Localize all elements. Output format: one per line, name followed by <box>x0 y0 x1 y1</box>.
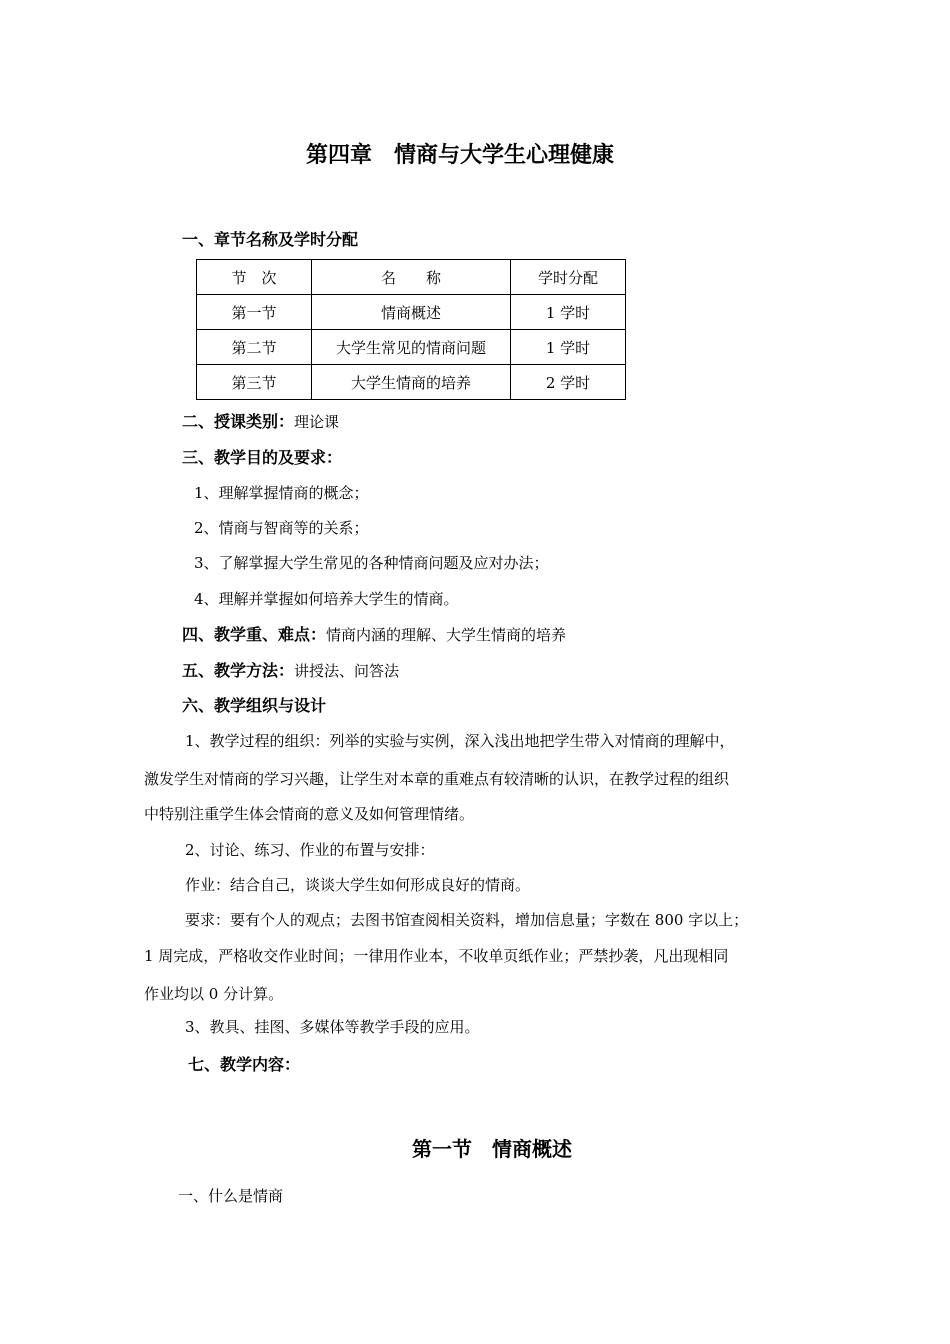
requirement-line: 作业均以 0 分计算。 <box>144 985 284 1003</box>
section-4 <box>182 622 566 645</box>
subheading: 一、什么是情商 <box>178 1187 284 1205</box>
section-heading-2: 二、授课类别： <box>182 412 295 431</box>
schedule-table <box>196 259 626 400</box>
table-header-cell: 节 次 <box>197 260 312 295</box>
section-heading-4: 四、教学重、难点： <box>182 625 327 644</box>
section-heading-7: 七、教学内容： <box>188 1055 301 1074</box>
section-heading-3: 三、教学目的及要求： <box>182 448 343 467</box>
table-row <box>197 365 626 400</box>
paragraph-line: 1、教学过程的组织：列举的实验与实例，深入浅出地把学生带入对情商的理解中， <box>185 732 735 750</box>
teaching-methods: 讲授法、问答法 <box>294 662 400 680</box>
paragraph-line: 3、教具、挂图、多媒体等教学手段的应用。 <box>185 1018 480 1036</box>
table-row <box>197 295 626 330</box>
requirement-line: 要求：要有个人的观点；去图书馆查阅相关资料，增加信息量；字数在 800 字以上； <box>185 911 749 929</box>
table-cell: 1 学时 <box>511 295 626 330</box>
table-cell: 第一节 <box>197 295 312 330</box>
table-row <box>197 330 626 365</box>
section-2 <box>182 409 339 432</box>
section-title: 第一节 情商概述 <box>412 1137 572 1161</box>
table-cell: 情商概述 <box>312 295 511 330</box>
section-heading-5: 五、教学方法： <box>182 661 295 680</box>
course-type: 理论课 <box>294 413 340 431</box>
requirement-line: 1 周完成，严格收交作业时间；一律用作业本，不收单页纸作业；严禁抄袭，凡出现相同 <box>144 947 729 965</box>
table-cell: 2 学时 <box>511 365 626 400</box>
objective-item: 1、理解掌握情商的概念； <box>194 484 369 502</box>
table-cell: 1 学时 <box>511 330 626 365</box>
section-5 <box>182 658 399 681</box>
objective-item: 2、情商与智商等的关系； <box>194 519 369 537</box>
key-points: 情商内涵的理解、大学生情商的培养 <box>326 626 567 644</box>
table-cell: 大学生常见的情商问题 <box>312 330 511 365</box>
chapter-title: 第四章 情商与大学生心理健康 <box>306 143 615 168</box>
paragraph-line: 中特别注重学生体会情商的意义及如何管理情绪。 <box>144 805 475 823</box>
table-header-cell: 名 称 <box>312 260 511 295</box>
paragraph-line: 2、讨论、练习、作业的布置与安排： <box>185 841 435 859</box>
paragraph-line: 激发学生对情商的学习兴趣，让学生对本章的重难点有较清晰的认识，在教学过程的组织 <box>144 770 730 788</box>
section-heading-1: 一、章节名称及学时分配 <box>182 230 359 249</box>
table-cell: 大学生情商的培养 <box>312 365 511 400</box>
table-cell: 第三节 <box>197 365 312 400</box>
table-header-row <box>197 260 626 295</box>
table-header-cell: 学时分配 <box>511 260 626 295</box>
objective-item: 3、了解掌握大学生常见的各种情商问题及应对办法； <box>194 554 549 572</box>
section-heading-6: 六、教学组织与设计 <box>182 696 327 715</box>
objective-item: 4、理解并掌握如何培养大学生的情商。 <box>194 590 459 608</box>
table-cell: 第二节 <box>197 330 312 365</box>
homework-line: 作业：结合自己，谈谈大学生如何形成良好的情商。 <box>185 876 531 894</box>
